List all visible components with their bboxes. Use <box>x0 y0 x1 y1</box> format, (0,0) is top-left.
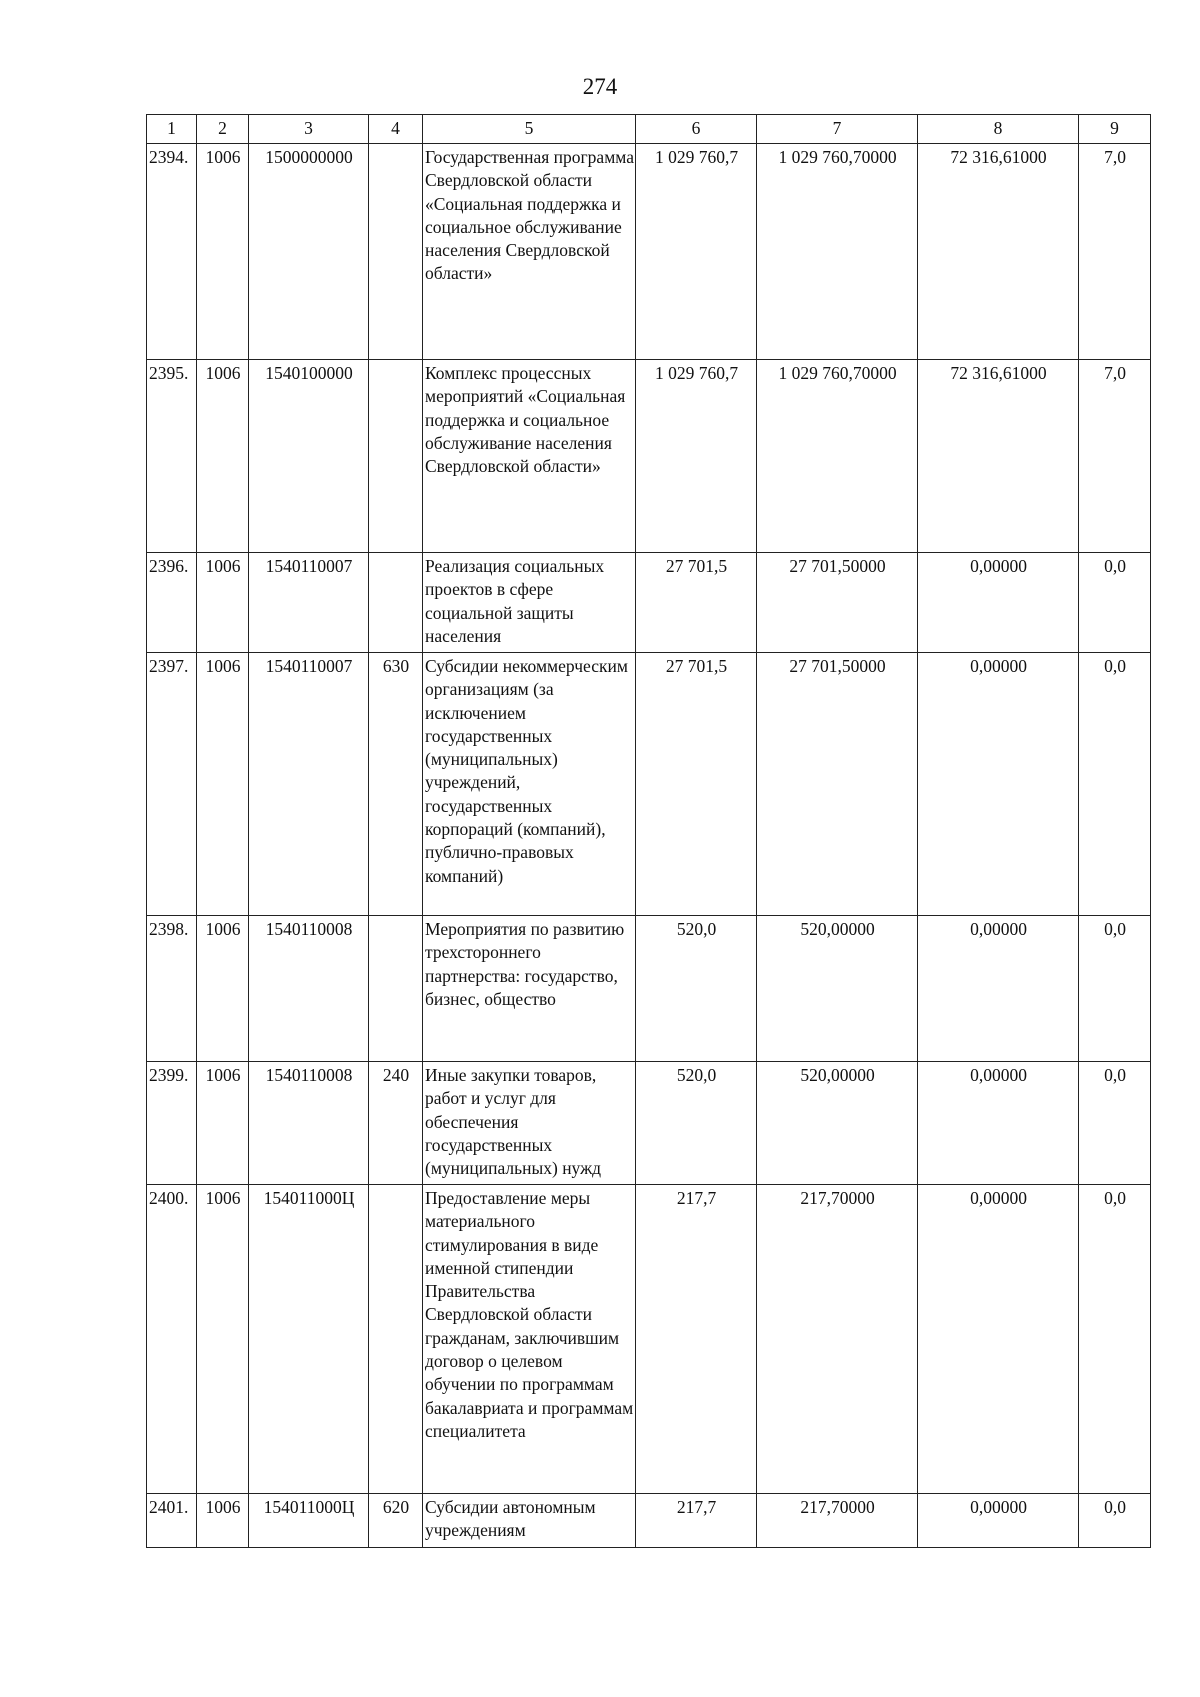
expense-type-code: 620 <box>369 1494 423 1548</box>
plan-value: 27 701,5 <box>636 653 757 916</box>
adjusted-value: 217,70000 <box>757 1185 918 1494</box>
executed-value: 72 316,61000 <box>918 144 1079 360</box>
section-code: 1006 <box>197 1494 249 1548</box>
target-article-code: 1540100000 <box>249 360 369 553</box>
executed-value: 0,00000 <box>918 1062 1079 1185</box>
percent-value: 0,0 <box>1079 1062 1151 1185</box>
target-article-code: 1540110007 <box>249 653 369 916</box>
expense-type-code: 240 <box>369 1062 423 1185</box>
plan-value: 1 029 760,7 <box>636 144 757 360</box>
plan-value: 217,7 <box>636 1185 757 1494</box>
header-cell: 1 <box>147 115 197 144</box>
plan-value: 217,7 <box>636 1494 757 1548</box>
executed-value: 0,00000 <box>918 916 1079 1062</box>
item-name: Государственная программа Свердловской области «Социальная поддержка и социальное обслуживание населения Свердловской области» <box>423 144 636 360</box>
item-name: Предоставление меры материального стимулирования в виде именной стипендии Правительства Свердловской области гражданам, заключившим договор о целевом обучении по программам бакалавриата и программам специалитета <box>423 1185 636 1494</box>
section-code: 1006 <box>197 360 249 553</box>
adjusted-value: 27 701,50000 <box>757 553 918 653</box>
percent-value: 0,0 <box>1079 916 1151 1062</box>
adjusted-value: 520,00000 <box>757 916 918 1062</box>
row-number: 2398. <box>147 916 197 1062</box>
executed-value: 0,00000 <box>918 1185 1079 1494</box>
header-cell: 3 <box>249 115 369 144</box>
table-row <box>147 360 1151 553</box>
header-cell: 4 <box>369 115 423 144</box>
row-number: 2399. <box>147 1062 197 1185</box>
item-name: Мероприятия по развитию трехстороннего партнерства: государство, бизнес, общество <box>423 916 636 1062</box>
expense-type-code <box>369 916 423 1062</box>
target-article-code: 154011000Ц <box>249 1185 369 1494</box>
header-cell: 2 <box>197 115 249 144</box>
adjusted-value: 27 701,50000 <box>757 653 918 916</box>
adjusted-value: 1 029 760,70000 <box>757 360 918 553</box>
percent-value: 7,0 <box>1079 144 1151 360</box>
expense-type-code: 630 <box>369 653 423 916</box>
plan-value: 27 701,5 <box>636 553 757 653</box>
row-number: 2395. <box>147 360 197 553</box>
item-name: Субсидии некоммерческим организациям (за исключением государственных (муниципальных) учреждений, государственных корпораций (компаний), публично-правовых компаний) <box>423 653 636 916</box>
item-name: Субсидии автономным учреждениям <box>423 1494 636 1548</box>
table-row <box>147 553 1151 653</box>
section-code: 1006 <box>197 1062 249 1185</box>
item-name: Комплекс процессных мероприятий «Социальная поддержка и социальное обслуживание населения Свердловской области» <box>423 360 636 553</box>
expense-type-code <box>369 360 423 553</box>
percent-value: 0,0 <box>1079 653 1151 916</box>
table-row <box>147 1062 1151 1185</box>
header-cell: 8 <box>918 115 1079 144</box>
table-row <box>147 1494 1151 1548</box>
header-cell: 5 <box>423 115 636 144</box>
row-number: 2400. <box>147 1185 197 1494</box>
expense-type-code <box>369 1185 423 1494</box>
table-row <box>147 653 1151 916</box>
row-number: 2396. <box>147 553 197 653</box>
plan-value: 520,0 <box>636 1062 757 1185</box>
plan-value: 520,0 <box>636 916 757 1062</box>
item-name: Иные закупки товаров, работ и услуг для обеспечения государственных (муниципальных) нужд <box>423 1062 636 1185</box>
adjusted-value: 217,70000 <box>757 1494 918 1548</box>
percent-value: 0,0 <box>1079 553 1151 653</box>
section-code: 1006 <box>197 553 249 653</box>
expense-type-code <box>369 144 423 360</box>
plan-value: 1 029 760,7 <box>636 360 757 553</box>
section-code: 1006 <box>197 144 249 360</box>
header-cell: 7 <box>757 115 918 144</box>
section-code: 1006 <box>197 653 249 916</box>
adjusted-value: 520,00000 <box>757 1062 918 1185</box>
executed-value: 0,00000 <box>918 553 1079 653</box>
header-cell: 9 <box>1079 115 1151 144</box>
table-row <box>147 1185 1151 1494</box>
percent-value: 0,0 <box>1079 1494 1151 1548</box>
budget-table <box>146 114 1151 1548</box>
target-article-code: 154011000Ц <box>249 1494 369 1548</box>
executed-value: 72 316,61000 <box>918 360 1079 553</box>
table-row <box>147 916 1151 1062</box>
percent-value: 0,0 <box>1079 1185 1151 1494</box>
header-row <box>147 115 1151 144</box>
table-row <box>147 144 1151 360</box>
expense-type-code <box>369 553 423 653</box>
executed-value: 0,00000 <box>918 1494 1079 1548</box>
page-number: 274 <box>582 74 618 99</box>
target-article-code: 1540110008 <box>249 916 369 1062</box>
row-number: 2394. <box>147 144 197 360</box>
section-code: 1006 <box>197 916 249 1062</box>
target-article-code: 1540110007 <box>249 553 369 653</box>
section-code: 1006 <box>197 1185 249 1494</box>
row-number: 2397. <box>147 653 197 916</box>
adjusted-value: 1 029 760,70000 <box>757 144 918 360</box>
executed-value: 0,00000 <box>918 653 1079 916</box>
row-number: 2401. <box>147 1494 197 1548</box>
header-cell: 6 <box>636 115 757 144</box>
target-article-code: 1500000000 <box>249 144 369 360</box>
item-name: Реализация социальных проектов в сфере социальной защиты населения <box>423 553 636 653</box>
target-article-code: 1540110008 <box>249 1062 369 1185</box>
percent-value: 7,0 <box>1079 360 1151 553</box>
